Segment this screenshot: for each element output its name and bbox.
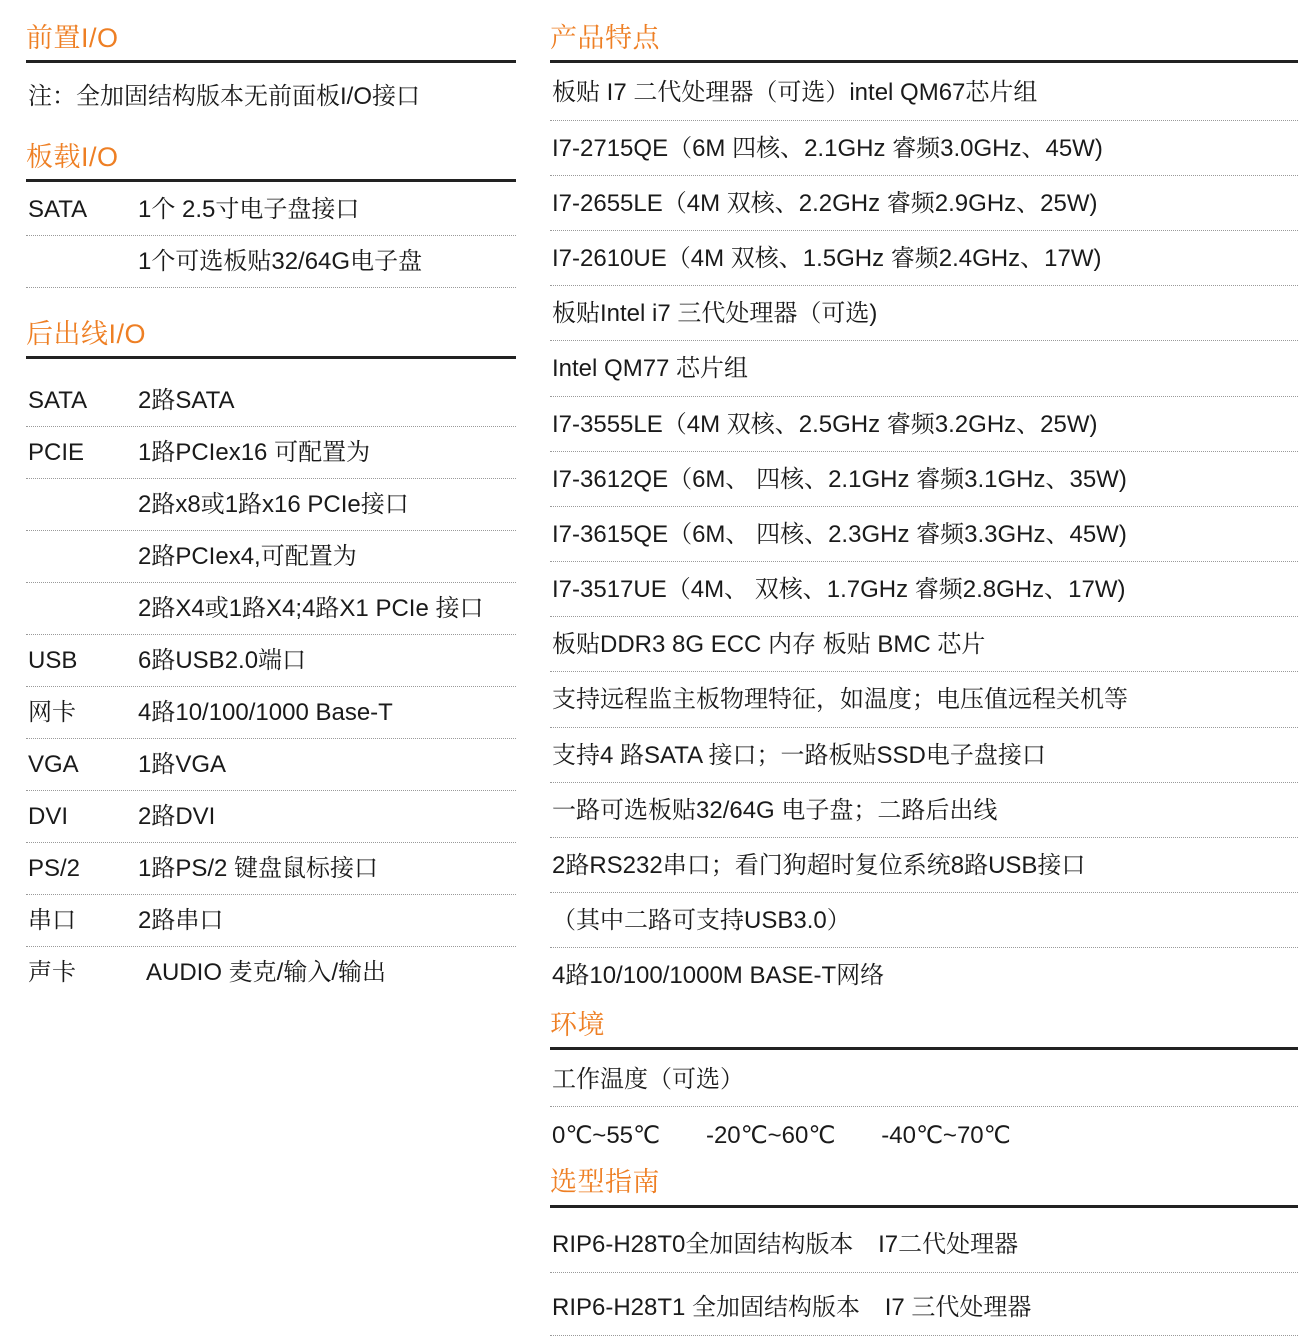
divider-front-io [26,60,516,63]
left-column [26,18,516,1306]
rear-io-row [26,375,516,427]
onboard-io-value: 1个 2.5寸电子盘接口 [138,195,360,223]
feature-item: 板贴Intel i7 三代处理器（可选) [550,286,1298,341]
section-title-rear-io: 后出线I/O [26,318,147,349]
onboard-io-row [26,184,516,236]
feature-item: 一路可选板贴32/64G 电子盘；二路后出线 [550,783,1298,838]
rear-io-label: VGA [28,751,79,779]
rear-io-row [26,687,516,739]
onboard-io-value: 1个可选板贴32/64G电子盘 [138,247,423,275]
feature-item: 2路RS232串口；看门狗超时复位系统8路USB接口 [550,838,1298,893]
work-temperature-label: 工作温度（可选） [550,1052,1298,1107]
rear-io-row [26,895,516,947]
selection-guide-desc: I7 三代处理器 [884,1293,1032,1321]
rear-io-row [26,739,516,791]
feature-item: I7-2610UE（4M 双核、1.5GHz 睿频2.4GHz、17W) [550,231,1298,286]
rear-io-value: 2路串口 [138,907,224,935]
section-title-front-io: 前置I/O [26,23,119,53]
feature-item: 板贴DDR3 8G ECC 内存 板贴 BMC 芯片 [550,617,1298,672]
temperature-option: -40℃~70℃ [881,1122,1011,1150]
rear-io-value: 2路x8或1路x16 PCIe接口 [138,491,409,519]
rear-io-value: 6路USB2.0端口 [138,647,307,675]
feature-item: I7-2715QE（6M 四核、2.1GHz 睿频3.0GHz、45W) [550,121,1298,176]
feature-item: I7-2655LE（4M 双核、2.2GHz 睿频2.9GHz、25W) [550,176,1298,231]
feature-item: I7-3517UE（4M、 双核、1.7GHz 睿频2.8GHz、17W) [550,562,1298,617]
feature-item: I7-3555LE（4M 双核、2.5GHz 睿频3.2GHz、25W) [550,397,1298,452]
feature-item: Intel QM77 芯片组 [550,341,1298,396]
feature-item: 支持远程监主板物理特征，如温度；电压值远程关机等 [550,672,1298,727]
temperature-option: 0℃~55℃ [552,1122,660,1150]
onboard-io-row [26,236,516,288]
rear-io-value: 2路DVI [138,803,216,831]
rear-io-row [26,843,516,895]
rear-io-value: 2路X4或1路X4;4路X1 PCIe 接口 [138,595,484,623]
onboard-io-label: SATA [28,195,88,223]
rear-io-value: 1路PS/2 键盘鼠标接口 [138,855,379,883]
rear-io-row [26,791,516,843]
rear-io-row [26,635,516,687]
temperature-option: -20℃~60℃ [705,1122,836,1150]
rear-io-label: DVI [28,803,69,831]
section-title-onboard-io: 板载I/O [26,141,119,172]
rear-io-label: USB [28,647,78,675]
rear-io-row [26,583,516,635]
selection-guide-model: RIP6-H28T1 全加固结构版本 [552,1293,861,1321]
front-io-note: 注：全加固结构版本无前面板I/O接口 [28,83,421,111]
feature-item: I7-3615QE（6M、 四核、2.3GHz 睿频3.3GHz、45W) [550,507,1298,562]
rear-io-label: 声卡 [28,959,76,987]
rear-io-label: PS/2 [28,855,81,883]
rear-io-value: 2路SATA [138,387,235,415]
spacer-1 [26,123,516,137]
spacer-3 [26,361,516,375]
selection-guide-desc: I7二代处理器 [878,1230,1019,1258]
selection-guide-model: RIP6-H28T0全加固结构版本 [552,1230,854,1258]
rear-io-label: 串口 [28,907,76,935]
selection-guide-row [550,1210,1298,1273]
rear-io-value: 4路10/100/1000 Base-T [138,699,393,727]
divider-environment [550,1047,1298,1050]
divider-selection-guide [550,1205,1298,1208]
feature-item: （其中二路可支持USB3.0） [550,893,1298,948]
section-title-features: 产品特点 [550,23,660,53]
rear-io-value: AUDIO 麦克/输入/输出 [146,959,387,987]
rear-io-value: 1路PCIex16 可配置为 [138,439,371,467]
rear-io-value: 1路VGA [138,751,227,779]
rear-io-row [26,531,516,583]
feature-item: I7-3612QE（6M、 四核、2.1GHz 睿频3.1GHz、35W) [550,452,1298,507]
rear-io-label: SATA [28,387,88,415]
divider-rear-io [26,356,516,359]
rear-io-row [26,427,516,479]
temperature-options [550,1107,1298,1162]
rear-io-value: 2路PCIex4,可配置为 [138,543,357,571]
spacer-2 [26,288,516,314]
section-title-selection-guide: 选型指南 [550,1167,660,1198]
feature-item: 支持4 路SATA 接口；一路板贴SSD电子盘接口 [550,728,1298,783]
section-title-environment: 环境 [550,1009,605,1040]
selection-guide-row [550,1273,1298,1336]
right-column [550,18,1298,1321]
divider-onboard-io [26,179,516,182]
feature-item: 4路10/100/1000M BASE-T网络 [552,962,885,990]
rear-io-label: 网卡 [28,699,76,727]
divider-features [550,60,1298,63]
rear-io-row [26,947,516,998]
feature-item: 板贴 I7 二代处理器（可选）intel QM67芯片组 [550,65,1298,120]
rear-io-row [26,479,516,531]
rear-io-label: PCIE [28,439,85,467]
